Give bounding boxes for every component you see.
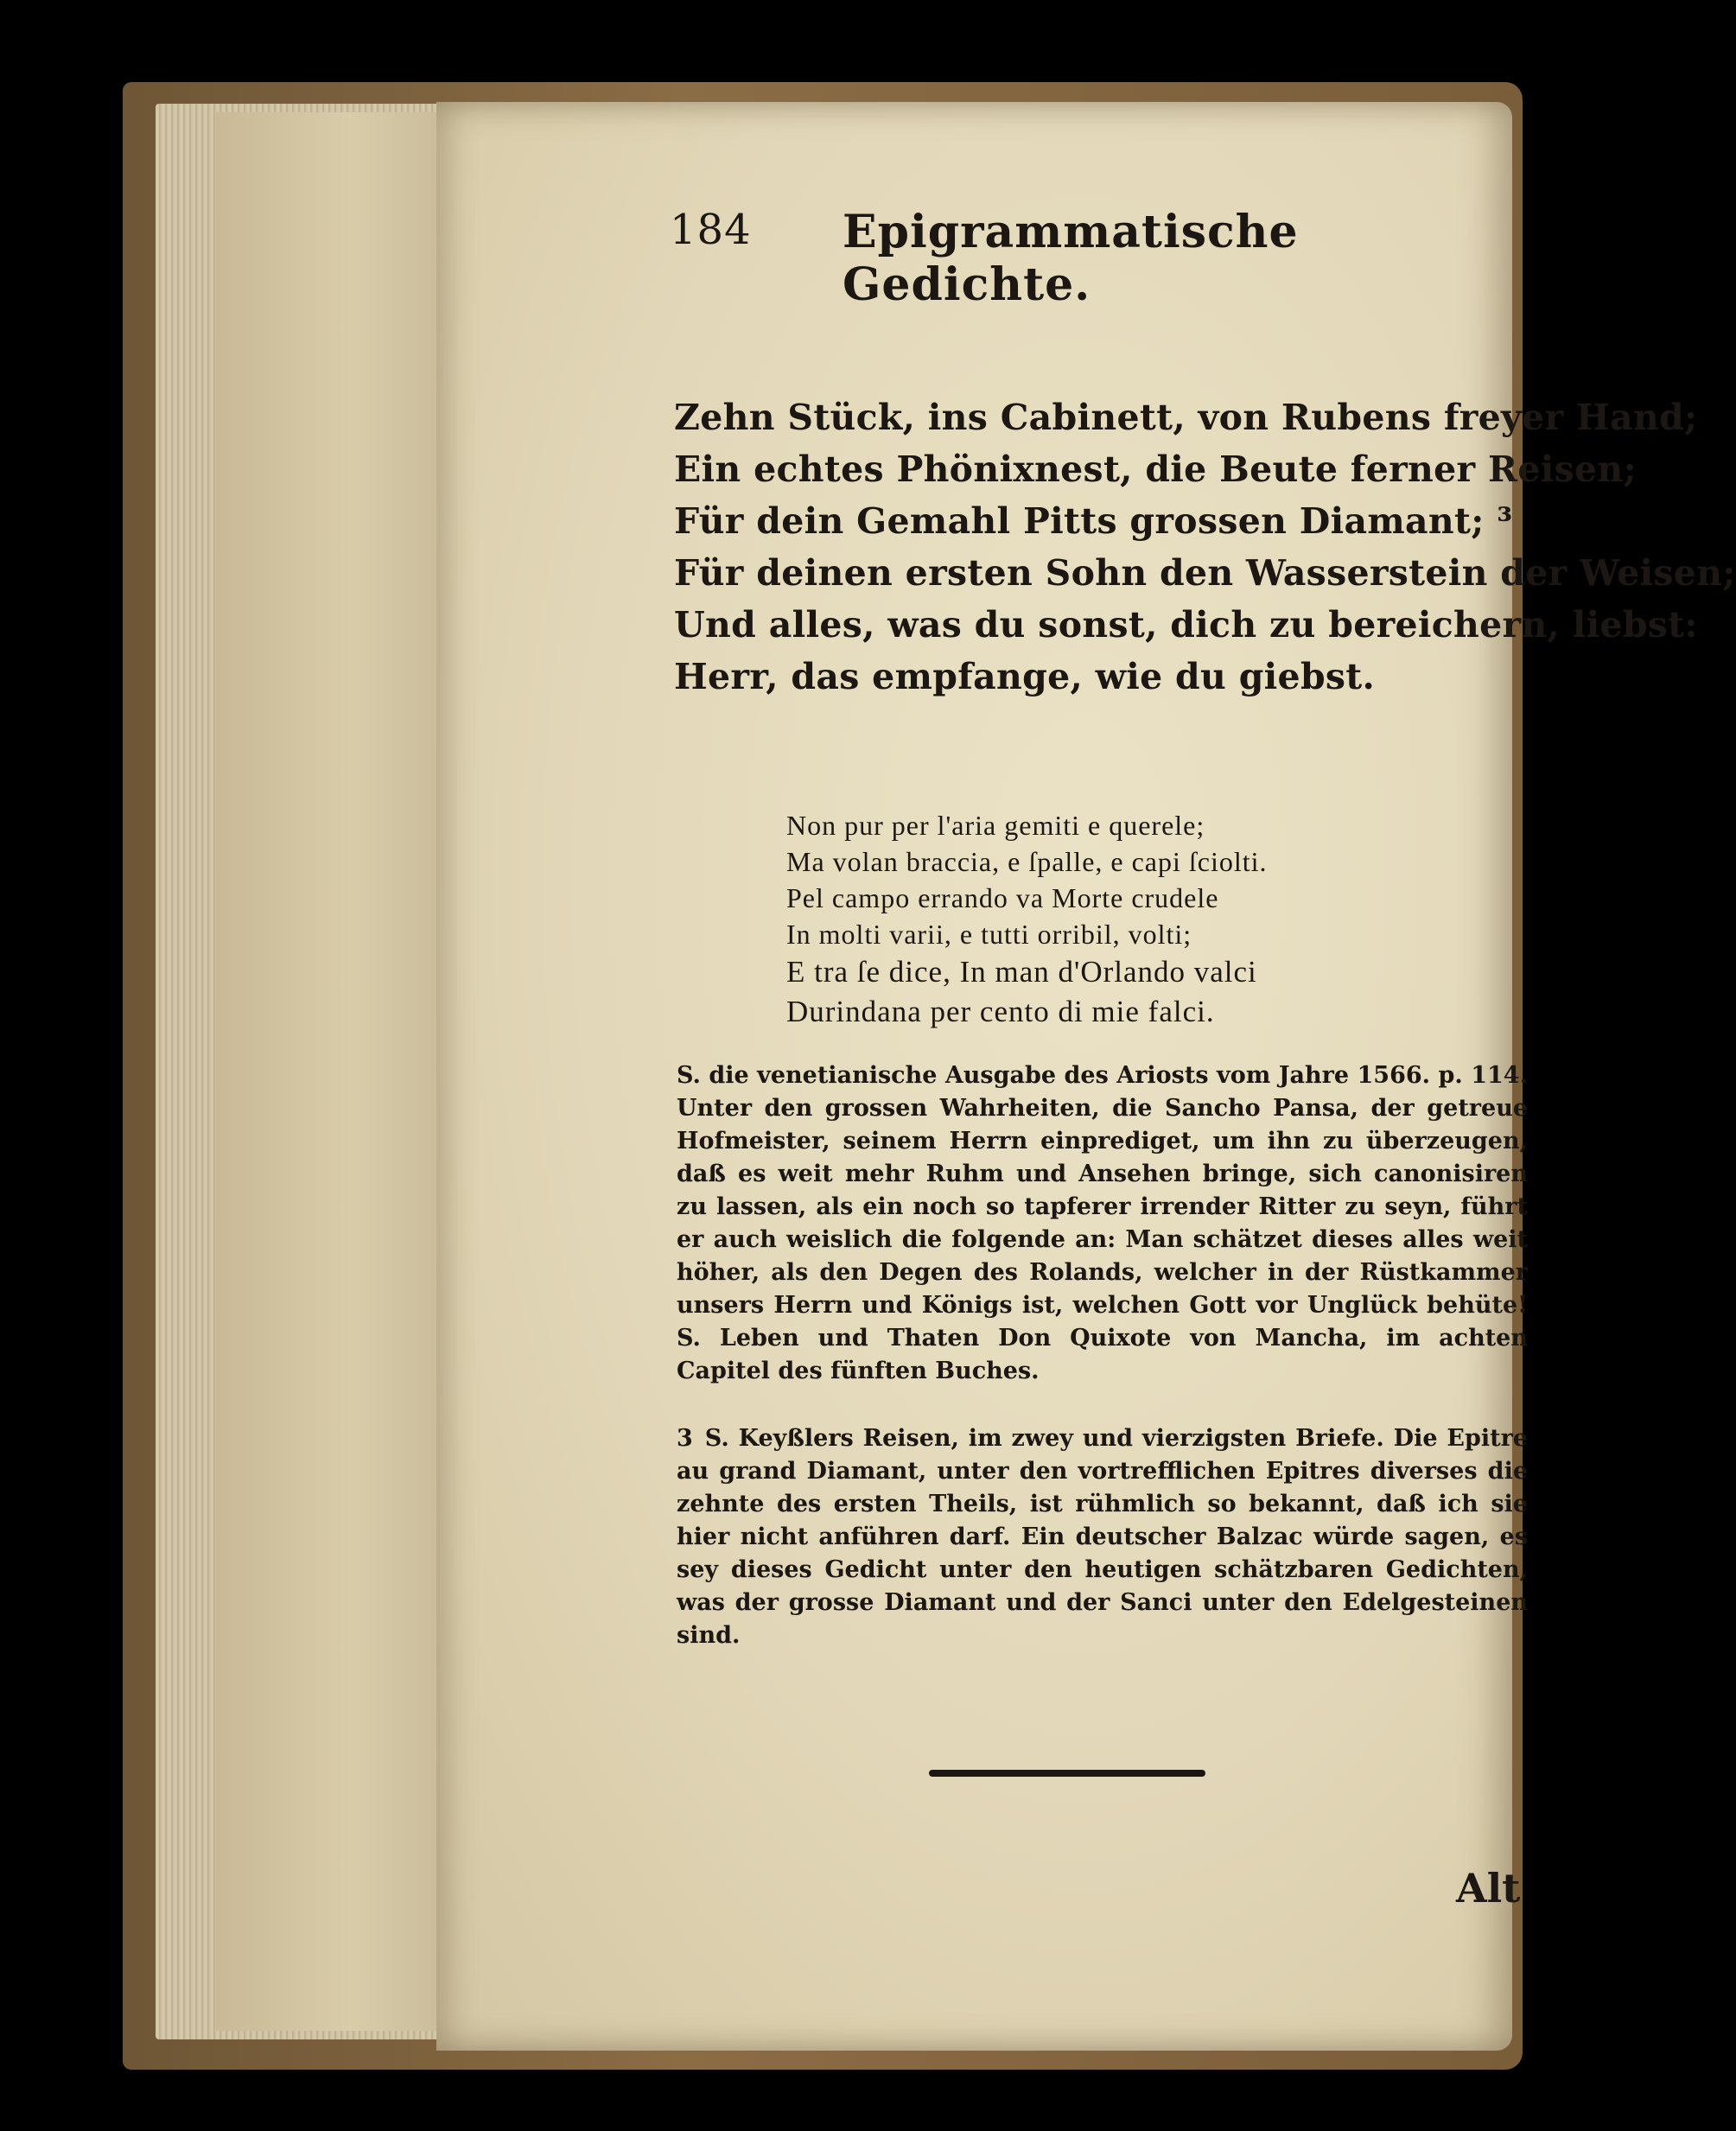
verse-line: Ein echtes Phönixnest, die Beute ferner Reisen; [674,448,1637,490]
catchword: Alt [1456,1865,1521,1912]
italian-verse-quote [786,807,1391,1032]
running-title: Epigrammatische Gedichte. [843,206,1299,311]
footnote [677,1422,1528,1652]
verse-line: Herr, das empfange, wie du giebst. [674,656,1376,697]
page-edges-inner [216,112,441,2031]
footnote-mark: 3 [677,1425,693,1452]
footnote-text: S. Keyßlers Reisen, im zwey und vierzigsten Briefe. Die Epitre au grand Diamant, unter den vortrefflichen Epitres diverses die zehnte des ersten Theils, ist rühmlich so bekannt, daß ich sie hier nicht anführen darf. Ein deutscher Balzac würde sagen, es sey dieses Gedicht unter den heutigen schätzbaren Gedichten, was der grosse Diamant und der Sanci unter den Edelgesteinen sind. [677,1425,1528,1649]
end-rule [929,1770,1205,1777]
quote-line: Ma volan braccia, e ſpalle, e capi ſciolti. [786,846,1268,877]
footnotes [677,1059,1528,1652]
quote-line: Non pur per l'aria gemiti e querele; [786,810,1205,841]
quote-line: Durindana per cento di mie falci. [786,995,1215,1028]
quote-line: In molti varii, e tutti orribil, volti; [786,919,1192,950]
footnote [677,1059,1528,1388]
page-number: 184 [670,206,752,254]
verse-line: Für dein Gemahl Pitts grossen Diamant; ³ [674,500,1513,542]
quote-line: Pel campo errando va Morte crudele [786,882,1219,913]
footnote-text: S. die venetianische Ausgabe des Ariosts vom Jahre 1566. p. 114. Unter den grossen Wahrheiten, die Sancho Pansa, der getreue Hofmeister, seinem Herrn einprediget, um ihn zu überzeugen, daß es weit mehr Ruhm und Ansehen bringe, sich canonisiren zu lassen, als ein noch so tapferer irrender Ritter zu seyn, führt er auch weislich die folgende an: Man schätzet dieses alles weit höher, als den Degen des Rolands, welcher in der Rüstkammer unsers Herrn und Königs ist, welchen Gott vor Unglück behüte! S. Leben und Thaten Don Quixote von Mancha, im achten Capitel des fünften Buches. [677,1062,1528,1384]
verse-line: Und alles, was du sonst, dich zu bereichern, liebst: [674,604,1698,646]
german-verse [674,391,1736,703]
book-page [436,102,1736,2051]
quote-line: E tra ſe dice, In man d'Orlando valci [786,955,1257,989]
verse-line: Zehn Stück, ins Cabinett, von Rubens freyer Hand; [674,397,1698,438]
page-header [670,206,1447,311]
verse-line: Für deinen ersten Sohn den Wasserstein der Weisen; [674,552,1736,594]
